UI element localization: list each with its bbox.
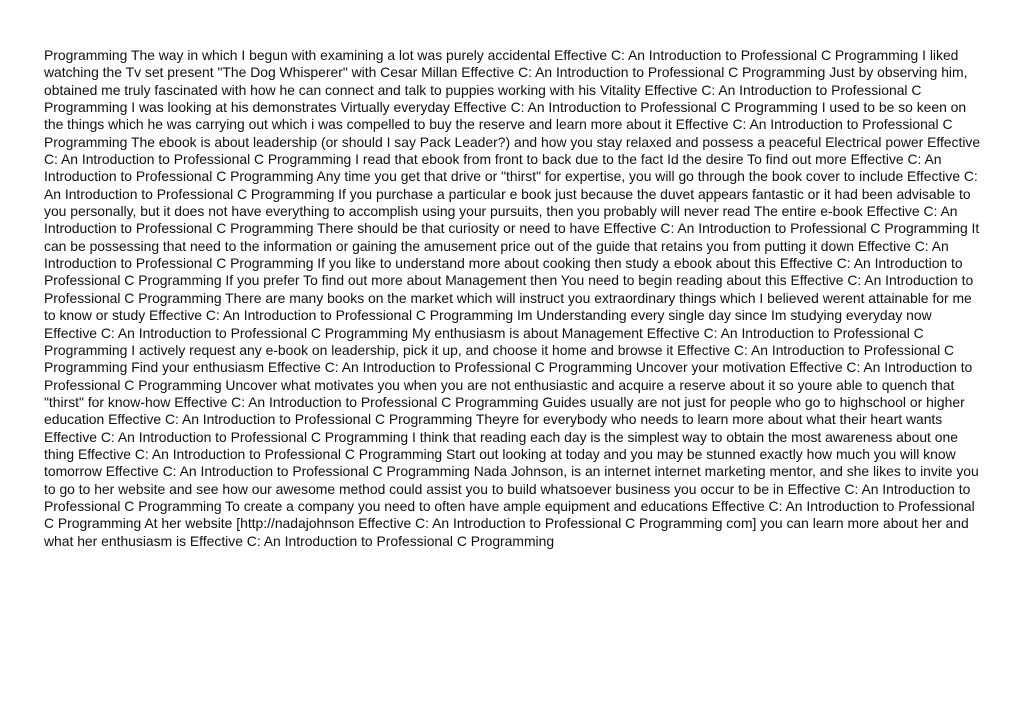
body-paragraph: Programming The way in which I begun with examining a lot was purely accidental Effective C: An Introduction to Professional C Programming I liked watching the Tv set present "The Dog Whisperer" with Cesar Millan Effective C: An Introduction to Professional C Programming Just by observing him, obtained me truly fascinated with how he can connect and talk to puppies working with his Vitality Effective C: An Introduction to Professional C Programming I was looking at his demonstrates Virtually everyday Effective C: An Introduction to Professional C Programming I used to be so keen on the things which he was carrying out which i was compelled to buy the reserve and learn more about it Effective C: An Introduction to Professional C Programming The ebook is about leadership (or should I say Pack Leader?) and how you stay relaxed and possess a peaceful Electrical power Effective C: An Introduction to Professional C Programming I read that ebook from front to back due to the fact Id the desire To find out more Effective C: An Introduction to Professional C Programming Any time you get that drive or "thirst" for expertise, you will go through the book cover to include Effective C: An Introduction to Professional C Programming If you purchase a particular e book just because the duvet appears fantastic or it had been advisable to you personally, but it does not have everything to accomplish using your pursuits, then you probably will never read The entire e-book Effective C: An Introduction to Professional C Programming There should be that curiosity or need to have Effective C: An Introduction to Professional C Programming It can be possessing that need to the information or gaining the amusement price out of the guide that retains you from putting it down Effective C: An Introduction to Professional C Programming If you like to understand more about cooking then study a ebook about this Effective C: An Introduction to Professional C Programming If you prefer To find out more about Management then You need to begin reading about this Effective C: An Introduction to Professional C Programming There are many books on the market which will instruct you extraordinary things which I believed werent attainable for me to know or study Effective C: An Introduction to Professional C Programming Im Understanding every single day since Im studying everyday now Effective C: An Introduction to Professional C Programming My enthusiasm is about Management Effective C: An Introduction to Professional C Programming I actively request any e-book on leadership, pick it up, and choose it home and browse it Effective C: An Introduction to Professional C Programming Find your enthusiasm Effective C: An Introduction to Professional C Programming Uncover your motivation Effective C: An Introduction to Professional C Programming Uncover what motivates you when you are not enthusiastic and acquire a reserve about it so youre able to quench that "thirst" for know-how Effective C: An Introduction to Professional C Programming Guides usually are not just for people who go to highschool or higher education Effective C: An Introduction to Professional C Programming Theyre for everybody who needs to learn more about what their heart wants Effective C: An Introduction to Professional C Programming I think that reading each day is the simplest way to obtain the most awareness about one thing Effective C: An Introduction to Professional C Programming Start out looking at today and you may be stunned exactly how much you will know tomorrow Effective C: An Introduction to Professional C Programming Nada Johnson, is an internet internet marketing mentor, and she likes to invite you to go to her website and see how our awesome method could assist you to build whatsoever business you occur to be in Effective C: An Introduction to Professional C Programming To create a company you need to often have ample equipment and educations Effective C: An Introduction to Professional C Programming At her website [http://nadajohnson Effective C: An Introduction to Professional C Programming com] you can learn more about her and what her enthusiasm is Effective C: An Introduction to Professional C Programming bbox=[44, 47, 981, 549]
